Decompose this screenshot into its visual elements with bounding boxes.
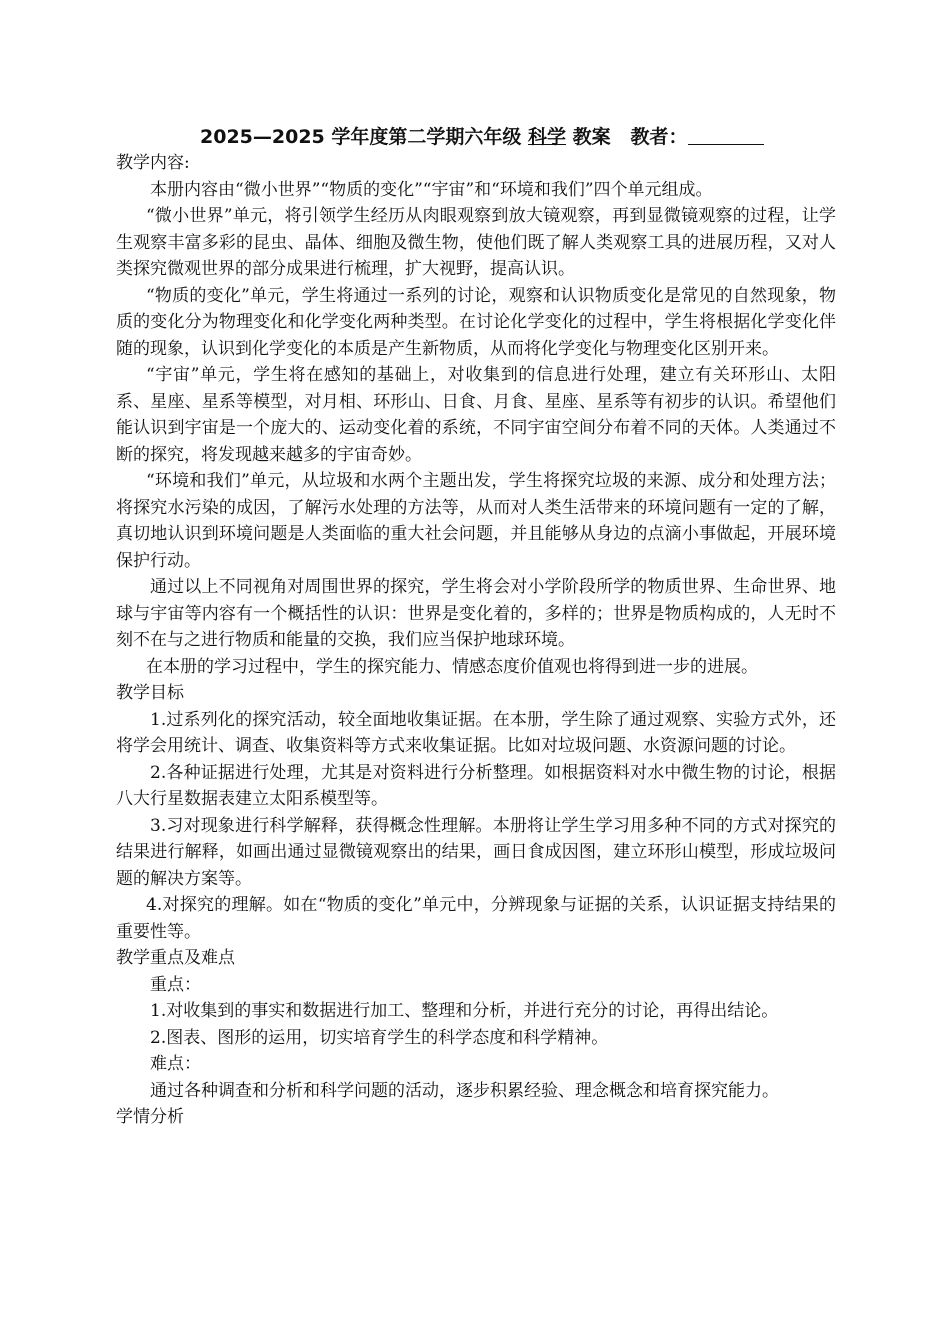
document-body bbox=[116, 150, 836, 1131]
content-paragraph: “物质的变化”单元，学生将通过一系列的讨论，观察和认识物质变化是常见的自然现象，物质的变化分为物理变化和化学变化两种类型。在讨论化学变化的过程中，学生将根据化学变化伴随的现象，认识到化学变化的本质是产生新物质，从而将化学变化与物理变化区别开来。 bbox=[116, 285, 836, 359]
section-heading-key-points: 教学重点及难点 bbox=[116, 948, 235, 968]
difficulty-text: 通过各种调查和分析和科学问题的活动，逐步积累经验、理念概念和培育探究能力。 bbox=[150, 1080, 779, 1101]
content-paragraph: “环境和我们”单元，从垃圾和水两个主题出发，学生将探究垃圾的来源、成分和处理方法；将探究水污染的成因，了解污水处理的方法等，从而对人类生活带来的环境问题有一定的了解，真切地认识到环境问题是人类面临的重大社会问题，并且能够从身边的点滴小事做起，开展环境保护行动。 bbox=[116, 471, 836, 571]
content-paragraph: 通过以上不同视角对周围世界的探究，学生将会对小学阶段所学的物质世界、生命世界、地球与宇宙等内容有一个概括性的认识：世界是变化着的，多样的；世界是物质构成的，人无时不刻不在与之进行物质和能量的交换，我们应当保护地球环境。 bbox=[116, 577, 836, 650]
section-heading-content: 教学内容: bbox=[116, 153, 190, 173]
content-paragraph: “宇宙”单元，学生将在感知的基础上，对收集到的信息进行处理，建立有关环形山、太阳系、星座、星系等模型，对月相、环形山、日食、月食、星座、星系等有初步的认识。希望他们能认识到宇宙是一个庞大的、运动变化着的系统，不同宇宙空间分布着不同的天体。人类通过不断的探究，将发现越来越多的宇宙奇妙。 bbox=[116, 365, 836, 465]
teacher-name-blank bbox=[688, 126, 764, 145]
document-title bbox=[200, 124, 840, 150]
content-paragraph: 在本册的学习过程中，学生的探究能力、情感态度价值观也将得到进一步的进展。 bbox=[146, 656, 758, 677]
goal-item: 3.习对现象进行科学解释，获得概念性理解。本册将让学生学习用多种不同的方式对探究的结果进行解释，如画出通过显微镜观察出的结果，画日食成因图，建立环形山模型，形成垃圾问题的解决方案等。 bbox=[116, 815, 836, 889]
key-point-item: 1.对收集到的事实和数据进行加工、整理和分析，并进行充分的讨论，再得出结论。 bbox=[150, 1001, 779, 1021]
teacher-label: 教者： bbox=[630, 126, 688, 148]
section-heading-goals: 教学目标 bbox=[116, 683, 184, 703]
difficulty-label: 难点： bbox=[150, 1054, 201, 1074]
title-suffix: 教案 bbox=[572, 126, 611, 148]
key-points-label: 重点： bbox=[150, 974, 201, 995]
content-paragraph: “微小世界”单元，将引领学生经历从肉眼观察到放大镜观察，再到显微镜观察的过程，让学生观察丰富多彩的昆虫、晶体、细胞及微生物，使他们既了解人类观察工具的进展历程，又对人类探究微观世界的部分成果进行梳理，扩大视野，提高认识。 bbox=[116, 206, 836, 279]
goal-item: 4.对探究的理解。如在“物质的变化”单元中，分辨现象与证据的关系，认识证据支持结果的重要性等。 bbox=[116, 895, 836, 942]
content-paragraph: 本册内容由“微小世界”“物质的变化”“宇宙”和“环境和我们”四个单元组成。 bbox=[150, 179, 713, 200]
title-prefix: 2025—2025 学年度第二学期六年级 bbox=[200, 126, 522, 148]
section-heading-analysis: 学情分析 bbox=[116, 1107, 184, 1127]
goal-item: 2.各种证据进行处理，尤其是对资料进行分析整理。如根据资料对水中微生物的讨论，根据八大行星数据表建立太阳系模型等。 bbox=[116, 762, 836, 809]
key-point-item: 2.图表、图形的运用，切实培育学生的科学态度和科学精神。 bbox=[150, 1027, 609, 1048]
goal-item: 1.过系列化的探究活动，较全面地收集证据。在本册，学生除了通过观察、实验方式外，还将学会用统计、调查、收集资料等方式来收集证据。比如对垃圾问题、水资源问题的讨论。 bbox=[116, 709, 836, 756]
subject-name: 科学 bbox=[528, 126, 567, 148]
